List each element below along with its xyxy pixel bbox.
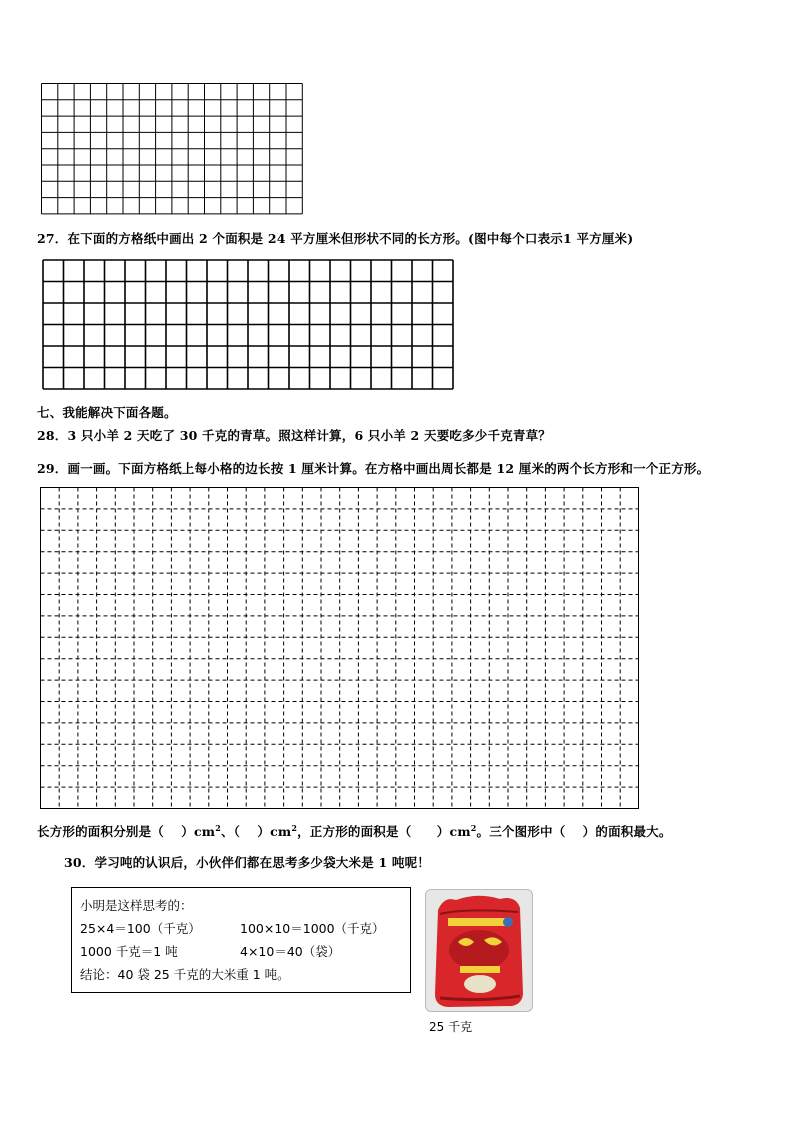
question-29-answer-line: 长方形的面积分别是（ ）$cm^2$、（ ）$cm^2$，正方形的面积是（ ）$cm^2$。三个图形中（ ）的面积最大。 [37, 822, 672, 839]
box-title: 小明是这样思考的： [80, 898, 193, 913]
xiaoming-thinking-box [71, 887, 411, 993]
grid-q27 [42, 259, 456, 393]
grid-q27-svg [42, 259, 456, 393]
box-line-2: 1000 千克＝1 吨 4×10＝40（袋） [80, 944, 341, 959]
box-conclusion: 结论：40 袋 25 千克的大米重 1 吨。 [80, 967, 290, 982]
answer-rect-area-1: 长方形的面积分别是（ ）cm [37, 824, 216, 839]
box-line-1: 25×4＝100（千克） 100×10＝1000（千克） [80, 921, 385, 936]
question-27: 27．在下面的方格纸中画出 2 个面积是 24 平方厘米但形状不同的长方形。(图中每个口表示1 平方厘米) [37, 231, 634, 246]
answer-square-area: ，正方形的面积是（ ）cm [297, 824, 471, 839]
question-30: 30．学习吨的认识后，小伙伴们都在思考多少袋大米是 1 吨呢！ [64, 855, 430, 870]
grid-q29 [40, 487, 640, 811]
rice-bag-image [425, 889, 533, 1012]
question-29: 29．画一画。下面方格纸上每小格的边长按 1 厘米计算。在方格中画出周长都是 12 厘米的两个长方形和一个正方形。 [37, 461, 710, 476]
answer-rect-area-2: 、（ ）cm [220, 824, 292, 839]
grid-top [41, 83, 305, 215]
answer-largest: 。三个图形中（ ）的面积最大。 [476, 824, 672, 839]
grid-q29-svg [40, 487, 640, 811]
section-heading-7: 七、我能解决下面各题。 [37, 405, 177, 420]
grid-top-svg [41, 83, 305, 215]
question-28: 28．3 只小羊 2 天吃了 30 千克的青草。照这样计算，6 只小羊 2 天要吃多少千克青草？ [37, 428, 551, 443]
rice-bag-caption: 25 千克 [429, 1020, 473, 1034]
rice-bag-svg [426, 890, 532, 1011]
